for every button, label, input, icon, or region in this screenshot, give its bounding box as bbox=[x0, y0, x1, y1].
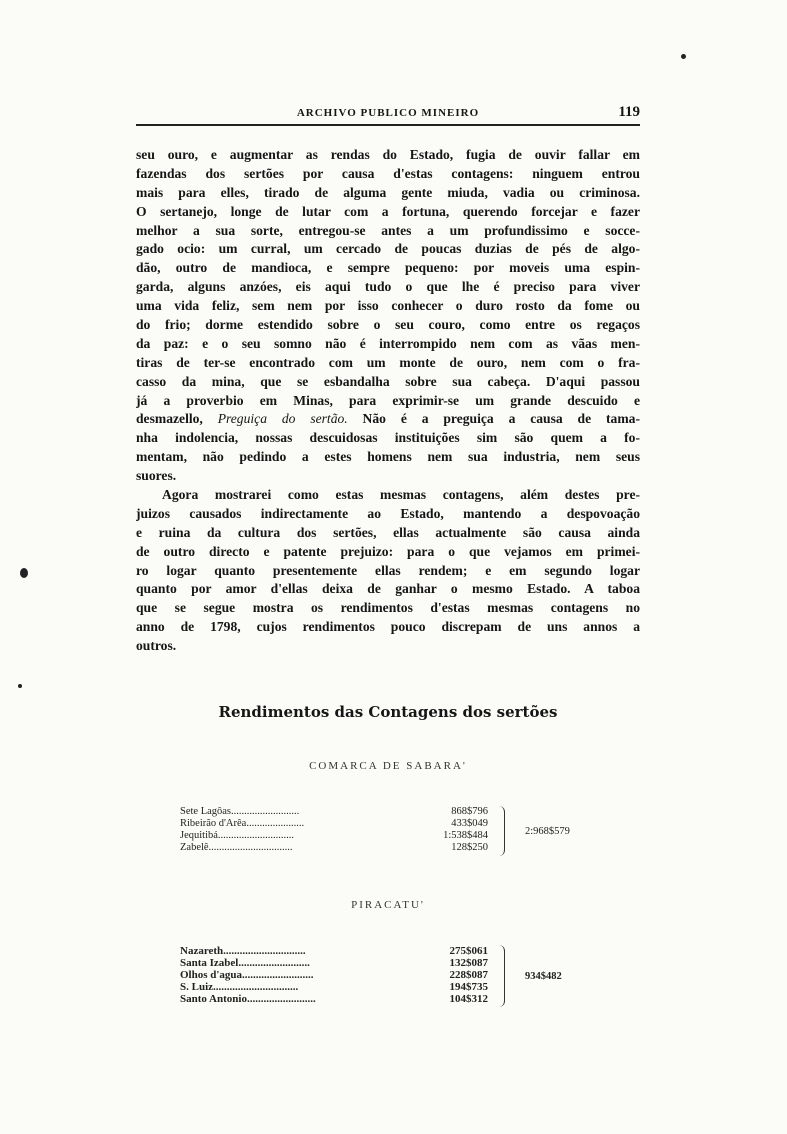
place-name: Nazareth.............................. bbox=[180, 945, 306, 957]
text-line: ro logar quanto presentemente ellas rendem; e em segundo logar bbox=[136, 562, 640, 578]
total-amount: 934$482 bbox=[525, 971, 562, 982]
text-line: gado ocio: um curral, um cercado de poucas duzias de pés de algo- bbox=[136, 241, 640, 257]
body-text bbox=[136, 146, 640, 656]
place-name: Santa Izabel.......................... bbox=[180, 957, 310, 969]
table-row bbox=[180, 842, 600, 854]
amount: 868$796 bbox=[451, 806, 488, 817]
table-row bbox=[180, 993, 600, 1005]
text-run: desmazello, bbox=[136, 411, 218, 427]
amount: 275$061 bbox=[449, 945, 488, 957]
amount: 104$312 bbox=[449, 993, 488, 1005]
amount: 128$250 bbox=[451, 842, 488, 853]
amount: 228$087 bbox=[449, 969, 488, 981]
place-name: Olhos d'agua.......................... bbox=[180, 969, 314, 981]
running-title: ARCHIVO PUBLICO MINEIRO bbox=[296, 107, 480, 119]
amount: 433$049 bbox=[451, 818, 488, 829]
place-name: Jequitibá............................. bbox=[180, 830, 295, 841]
place-name: S. Luiz............................... bbox=[180, 981, 299, 993]
text-line: mentam, não pedindo a estes homens nem sua industria, nem seus bbox=[136, 449, 640, 465]
text-line: mais para elles, tirado de alguma gente miuda, vadia ou criminosa. bbox=[136, 184, 640, 200]
italic-phrase: Preguiça do sertão. bbox=[217, 411, 348, 427]
text-line: e ruina da cultura dos sertões, ellas actualmente são causa ainda bbox=[136, 524, 640, 540]
curly-brace bbox=[498, 806, 505, 856]
text-line: anno de 1798, cujos rendimentos pouco discrepam de uns annos a bbox=[136, 619, 640, 635]
ink-speck bbox=[18, 684, 22, 688]
text-line: tiras de ter-se encontrado com um monte de ouro, nem com o fra- bbox=[136, 354, 640, 370]
section-title: Rendimentos das Contagens dos sertões bbox=[218, 703, 558, 721]
ink-speck bbox=[681, 54, 686, 59]
text-line: já a proverbio em Minas, para exprimir-se um grande descuido e bbox=[136, 392, 640, 408]
table-row bbox=[180, 957, 600, 969]
table-row bbox=[180, 806, 600, 818]
text-line: quanto por amor d'ellas deixa de ganhar o mesmo Estado. A taboa bbox=[136, 581, 640, 597]
curly-brace bbox=[498, 945, 505, 1007]
place-name: Ribeirão d'Arêa...................... bbox=[180, 818, 305, 829]
subheading-sabara: COMARCA DE SABARA' bbox=[309, 760, 467, 772]
table-row bbox=[180, 981, 600, 993]
text-line: fazendas dos sertões por causa d'estas contagens: ninguem entrou bbox=[136, 165, 640, 181]
text-line: uma vida feliz, sem nem por isso conhecer o duro rosto da fome ou bbox=[136, 298, 640, 314]
subheading-piracatu: PIRACATU' bbox=[351, 899, 425, 911]
text-run: Não é a preguiça a causa de tama- bbox=[347, 411, 640, 427]
text-line bbox=[136, 410, 640, 429]
text-line: O sertanejo, longe de lutar com a fortuna, querendo forcejar e fazer bbox=[136, 203, 640, 219]
place-name: Santo Antonio......................... bbox=[180, 993, 316, 1005]
text-line: do frio; dorme estendido sobre o seu couro, como entre os regaços bbox=[136, 317, 640, 333]
running-header bbox=[136, 104, 640, 126]
text-line: melhor a sua sorte, entregou-se antes a um profundissimo e socce- bbox=[136, 222, 640, 238]
text-line: juizos causados indirectamente ao Estado, mantendo a despovoação bbox=[136, 505, 640, 521]
place-name: Sete Lagôas.......................... bbox=[180, 806, 300, 817]
text-line: de outro directo e patente prejuizo: para o que vejamos em primei- bbox=[136, 543, 640, 559]
text-line: casso da mina, que se esbandalha sobre sua cabeça. D'aqui passou bbox=[136, 373, 640, 389]
amount: 132$087 bbox=[449, 957, 488, 969]
text-line: garda, alguns anzóes, eis aqui tudo o que lhe é preciso para viver bbox=[136, 279, 640, 295]
text-line: suores. bbox=[136, 468, 177, 484]
text-line: nha indolencia, nossas descuidosas instituições sim são quem a fo- bbox=[136, 430, 640, 446]
text-line: da paz: e o seu somno não é interrompido nem com as vãas men- bbox=[136, 335, 640, 351]
text-line: dão, outro de mandioca, e sempre pequeno: por moveis uma espin- bbox=[136, 260, 640, 276]
table-row bbox=[180, 945, 600, 957]
text-line: que se segue mostra os rendimentos d'estas mesmas contagens no bbox=[136, 600, 640, 616]
ink-speck bbox=[20, 568, 28, 578]
amount: 194$735 bbox=[449, 981, 488, 993]
total-amount: 2:968$579 bbox=[525, 826, 570, 837]
page-number: 119 bbox=[618, 104, 640, 120]
table-piracatu bbox=[180, 945, 600, 1005]
text-line: outros. bbox=[136, 638, 177, 654]
text-line: seu ouro, e augmentar as rendas do Estado, fugia de ouvir fallar em bbox=[136, 147, 640, 162]
table-sabara bbox=[180, 806, 600, 854]
amount: 1:538$484 bbox=[443, 830, 488, 841]
place-name: Zabelê................................ bbox=[180, 842, 293, 853]
text-line: Agora mostrarei como estas mesmas contagens, além destes pre- bbox=[162, 487, 640, 503]
